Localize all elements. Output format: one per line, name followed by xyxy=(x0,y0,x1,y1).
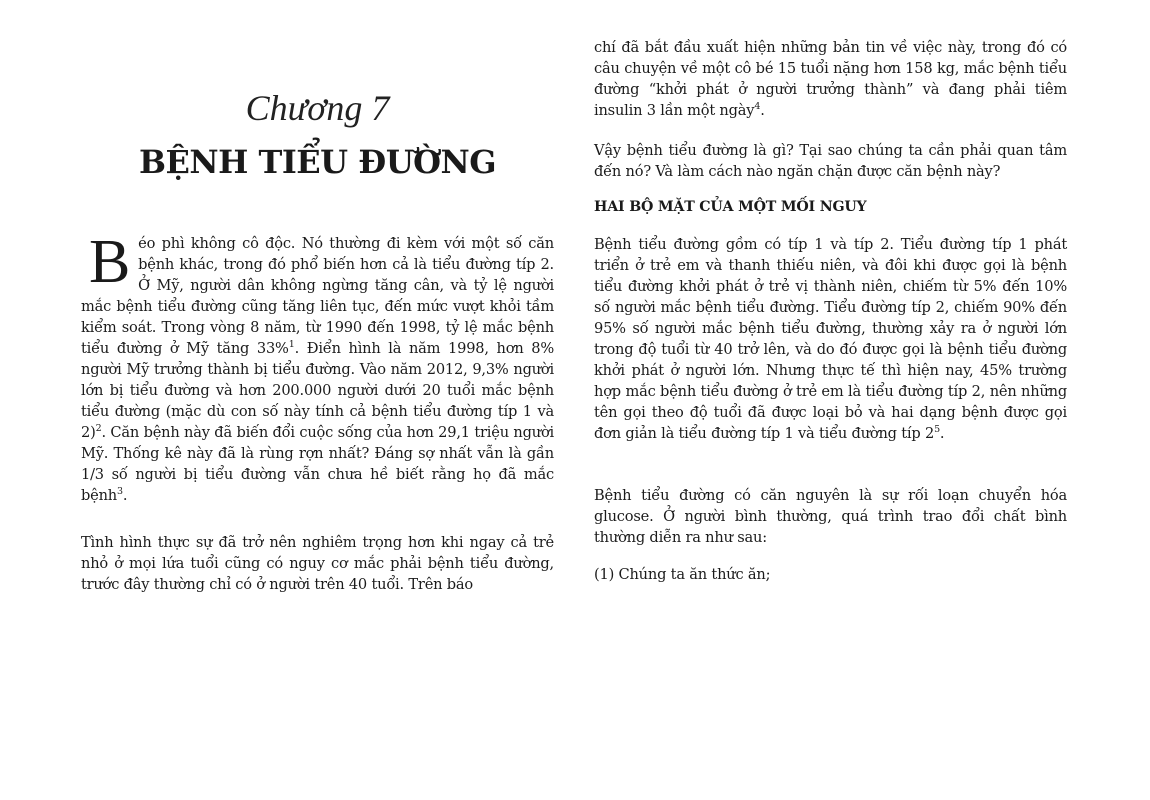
list-item-1: (1) Chúng ta ăn thức ăn; xyxy=(594,566,771,583)
right-p1-text-1: chí đã bắt đầu xuất hiện những bản tin về việc này, trong đó có câu chuyện về một cô bé 15 tuổi nặng hơn 158 kg, mắc bệnh tiểu đường “khởi phát ở người trưởng thành” và đang phải tiêm insulin 3 lần một ngày xyxy=(594,39,1067,119)
right-p3-text-2: . xyxy=(939,425,945,442)
right-paragraph-1 xyxy=(594,37,1067,121)
footnote-ref-5: 5 xyxy=(934,424,940,435)
left-paragraph-2: Tình hình thực sự đã trở nên nghiêm trọng hơn khi ngay cả trẻ nhỏ ở mọi lứa tuổi cũng có nguy cơ mắc phải bệnh tiểu đường, trước đây thường chỉ có ở người trên 40 tuổi. Trên báo xyxy=(81,534,554,593)
chapter-title: BỆNH TIỂU ĐƯỜNG xyxy=(138,143,497,181)
footnote-ref-3: 3 xyxy=(116,486,123,497)
section-heading: HAI BỘ MẶT CỦA MỘT MỐI NGUY xyxy=(594,199,867,215)
right-paragraph-3 xyxy=(594,234,1067,444)
footnote-ref-1: 1 xyxy=(288,339,295,350)
drop-cap: B xyxy=(89,228,131,296)
intro-paragraph xyxy=(81,228,554,506)
right-p3-text-1: Bệnh tiểu đường gồm có típ 1 và típ 2. Tiểu đường típ 1 phát triển ở trẻ em và thanh thiếu niên, và đôi khi được gọi là bệnh tiểu đường khởi phát ở trẻ vị thành niên, chiếm từ 5% đến 10% số người mắc bệnh tiểu đường. Tiểu đường típ 2, chiếm 90% đến 95% số người mắc bệnh tiểu đường, thường xảy ra ở người lớn trong độ tuổi từ 40 trở lên, và do đó được gọi là bệnh tiểu đường khởi phát ở người lớn. Nhưng thực tế thì hiện nay, 45% trường hợp mắc bệnh tiểu đường ở trẻ em là tiểu đường típ 2, nên những tên gọi theo độ tuổi đã được loại bỏ và hai dạng bệnh được gọi đơn giản là tiểu đường típ 1 và tiểu đường típ 2 xyxy=(594,236,1067,442)
footnote-ref-2: 2 xyxy=(95,423,102,434)
intro-text-2: . Điển hình là năm 1998, hơn 8% người Mỹ trưởng thành bị tiểu đường. Vào năm 2012, 9,3% người lớn bị tiểu đường và hơn 200.000 người dưới 20 tuổi mắc bệnh tiểu đường (mặc dù con số này tính cả bệnh tiểu đường típ 1 và 2) xyxy=(81,340,554,441)
intro-text-3: . Căn bệnh này đã biến đổi cuộc sống của hơn 29,1 triệu người Mỹ. Thống kê này đã là rùng rợn nhất? Đáng sợ nhất vẫn là gần 1/3 số người bị tiểu đường vẫn chưa hề biết rằng họ đã mắc bệnh xyxy=(81,424,554,504)
right-paragraph-4: Bệnh tiểu đường có căn nguyên là sự rối loạn chuyển hóa glucose. Ở người bình thường, quá trình trao đổi chất bình thường diễn ra như sau: xyxy=(594,487,1067,546)
intro-text-1: éo phì không cô độc. Nó thường đi kèm với một số căn bệnh khác, trong đó phổ biến hơn cả là tiểu đường típ 2. Ở Mỹ, người dân không ngừng tăng cân, và tỷ lệ người mắc bệnh tiểu đường cũng tăng liên tục, đến mức vượt khỏi tầm kiểm soát. Trong vòng 8 năm, từ 1990 đến 1998, tỷ lệ mắc bệnh tiểu đường ở Mỹ tăng 33% xyxy=(81,235,554,357)
intro-text-4: . xyxy=(122,487,128,504)
right-p1-text-2: . xyxy=(760,102,765,119)
chapter-label: Chương 7 xyxy=(245,88,390,128)
right-paragraph-2: Vậy bệnh tiểu đường là gì? Tại sao chúng ta cần phải quan tâm đến nó? Và làm cách nào ngăn chặn được căn bệnh này? xyxy=(594,142,1067,180)
footnote-ref-4: 4 xyxy=(754,101,761,112)
